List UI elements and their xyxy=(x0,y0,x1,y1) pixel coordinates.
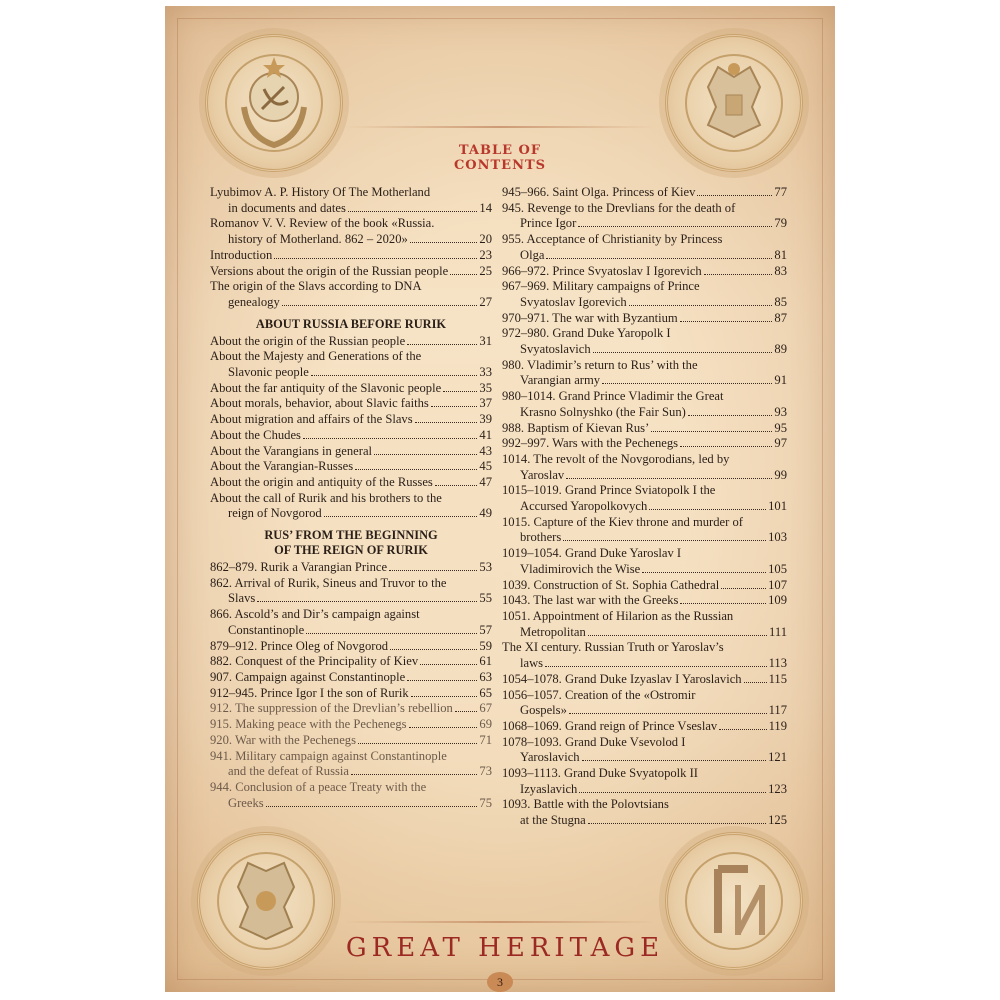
toc-entry xyxy=(502,436,787,452)
dot-leader xyxy=(582,760,767,761)
toc-entry-continuation xyxy=(502,656,787,672)
toc-entry-page: 87 xyxy=(774,310,787,325)
dot-leader xyxy=(744,682,767,683)
bottom-flourish xyxy=(345,921,655,923)
toc-entry-page: 119 xyxy=(768,718,787,733)
toc-entry-page: 81 xyxy=(774,247,787,262)
toc-entry-continuation xyxy=(210,201,492,217)
dot-leader xyxy=(719,729,766,730)
toc-entry xyxy=(502,515,787,546)
toc-entry xyxy=(502,232,787,263)
toc-entry-title-cont: reign of Novgorod xyxy=(228,506,322,521)
toc-entry xyxy=(502,279,787,310)
toc-entry xyxy=(210,701,492,717)
toc-entry-title: 944. Conclusion of a peace Treaty with the xyxy=(210,779,427,794)
toc-entry-title: 1019–1054. Grand Duke Yaroslav I xyxy=(502,546,682,561)
toc-entry-continuation xyxy=(210,365,492,381)
toc-entry xyxy=(210,279,492,310)
toc-entry-title: 912. The suppression of the Drevlian’s rebellion xyxy=(210,701,453,716)
toc-entry-continuation xyxy=(502,295,787,311)
toc-entry-page: 105 xyxy=(768,561,787,576)
toc-entry-title: 1014. The revolt of the Novgorodians, led by xyxy=(502,451,730,466)
section-heading: ABOUT RUSSIA BEFORE RURIK xyxy=(255,316,447,331)
toc-entry-page: 71 xyxy=(479,732,492,747)
toc-entry-title: Introduction xyxy=(210,247,273,262)
toc-entry-continuation xyxy=(502,703,787,719)
dot-leader xyxy=(282,305,478,306)
toc-entry xyxy=(502,264,787,280)
toc-entry-title-cont: Slavonic people xyxy=(228,365,309,380)
toc-entry-title-cont: laws xyxy=(520,656,544,671)
toc-entry-title: 907. Campaign against Constantinople xyxy=(210,669,406,684)
section-heading: RUS’ FROM THE BEGINNING OF THE REIGN OF RURIK xyxy=(264,528,438,558)
toc-entry-title: 941. Military campaign against Constantinople xyxy=(210,748,447,763)
dot-leader xyxy=(274,258,477,259)
toc-entry-title: 1078–1093. Grand Duke Vsevolod I xyxy=(502,734,686,749)
toc-entry-title-cont: Varangian army xyxy=(520,373,601,388)
toc-entry xyxy=(502,719,787,735)
dot-leader xyxy=(411,696,478,697)
dot-leader xyxy=(435,485,478,486)
toc-entry-title-cont: genealogy xyxy=(228,294,280,309)
toc-entry-page: 95 xyxy=(774,420,787,435)
toc-entry-title: 945. Revenge to the Drevlians for the death of xyxy=(502,200,736,215)
dot-leader xyxy=(355,469,477,470)
page-title: TABLE OF CONTENTS xyxy=(453,143,547,173)
toc-entry-continuation xyxy=(502,248,787,264)
dot-leader xyxy=(303,438,477,439)
toc-entry-continuation xyxy=(210,796,492,812)
toc-entry-title-cont: Vladimirovich the Wise xyxy=(520,561,641,576)
toc-entry-page: 79 xyxy=(774,216,787,231)
toc-entry-title-cont: Yaroslav xyxy=(520,467,565,482)
toc-entry-title: 882. Conquest of the Principality of Kiev xyxy=(210,654,419,669)
book-title-footer: GREAT HERITAGE xyxy=(345,933,665,963)
toc-entry-page: 85 xyxy=(774,294,787,309)
toc-entry-title-cont: Izyaslavich xyxy=(520,781,578,796)
toc-entry-title: About the far antiquity of the Slavonic people xyxy=(210,380,442,395)
toc-entry xyxy=(210,412,492,428)
dot-leader xyxy=(415,422,478,423)
toc-entry-page: 14 xyxy=(479,200,492,215)
toc-entry-title: The origin of the Slavs according to DNA xyxy=(210,279,422,294)
toc-entry-title-cont: Prince Igor xyxy=(520,216,577,231)
toc-entry-continuation xyxy=(502,405,787,421)
toc-entry-continuation xyxy=(502,782,787,798)
toc-entry xyxy=(502,185,787,201)
toc-entry-page: 33 xyxy=(479,365,492,380)
toc-entry xyxy=(502,311,787,327)
toc-entry-continuation xyxy=(502,750,787,766)
toc-entry-title: About the Varangian-Russes xyxy=(210,459,354,474)
dot-leader xyxy=(578,226,772,227)
toc-entry-title-cont: history of Motherland. 862 – 2020» xyxy=(228,232,408,247)
toc-entry-page: 109 xyxy=(768,593,787,608)
toc-entry xyxy=(502,672,787,688)
dot-leader xyxy=(407,344,477,345)
toc-entry-continuation xyxy=(210,295,492,311)
toc-entry-page: 113 xyxy=(768,656,787,671)
toc-entry-title-cont: Accursed Yaropolkovych xyxy=(520,499,648,514)
toc-entry-page: 83 xyxy=(774,263,787,278)
dot-leader xyxy=(680,321,773,322)
toc-entry xyxy=(502,578,787,594)
dot-leader xyxy=(651,431,772,432)
toc-entry xyxy=(502,593,787,609)
dot-leader xyxy=(374,454,477,455)
toc-entry-continuation xyxy=(210,232,492,248)
toc-entry-title: 920. War with the Pechenegs xyxy=(210,732,356,747)
toc-entry-page: 69 xyxy=(479,717,492,732)
toc-entry xyxy=(210,733,492,749)
toc-entry xyxy=(502,358,787,389)
toc-entry xyxy=(210,491,492,522)
toc-entry-continuation xyxy=(502,216,787,232)
dot-leader xyxy=(545,666,766,667)
dot-leader xyxy=(642,572,766,573)
toc-entry xyxy=(210,780,492,811)
toc-entry-title-cont: Svyatoslavich xyxy=(520,342,591,357)
toc-entry-title: 980–1014. Grand Prince Vladimir the Great xyxy=(502,389,724,404)
toc-entry xyxy=(210,749,492,780)
toc-entry xyxy=(502,326,787,357)
toc-entry-title: Versions about the origin of the Russian people xyxy=(210,263,449,278)
toc-entry xyxy=(210,607,492,638)
toc-entry-page: 73 xyxy=(479,764,492,779)
toc-entry-title: 988. Baptism of Kievan Rus’ xyxy=(502,420,650,435)
dot-leader xyxy=(680,446,772,447)
dot-leader xyxy=(351,774,477,775)
toc-entry xyxy=(210,334,492,350)
dot-leader xyxy=(450,274,477,275)
toc-entry-title: About the origin and antiquity of the Russes xyxy=(210,474,433,489)
toc-entry-page: 39 xyxy=(479,412,492,427)
toc-entry-page: 59 xyxy=(479,638,492,653)
toc-entry-page: 91 xyxy=(774,373,787,388)
dot-leader xyxy=(649,509,766,510)
toc-entry-page: 123 xyxy=(768,781,787,796)
toc-entry xyxy=(502,546,787,577)
toc-entry-continuation xyxy=(502,373,787,389)
toc-entry-title-cont: Metropolitan xyxy=(520,624,586,639)
toc-entry xyxy=(210,444,492,460)
toc-entry xyxy=(210,381,492,397)
toc-entry-title: 1093–1113. Grand Duke Svyatopolk II xyxy=(502,766,698,781)
dot-leader xyxy=(311,375,478,376)
dot-leader xyxy=(688,415,773,416)
toc-entry-title: 912–945. Prince Igor I the son of Rurik xyxy=(210,685,409,700)
dot-leader xyxy=(569,713,767,714)
dot-leader xyxy=(602,383,772,384)
toc-entry xyxy=(502,201,787,232)
toc-entry-title: 1093. Battle with the Polovtsians xyxy=(502,797,669,812)
toc-entry xyxy=(210,576,492,607)
toc-entry-page: 23 xyxy=(479,247,492,262)
toc-entry xyxy=(210,216,492,247)
toc-entry-continuation xyxy=(210,764,492,780)
book-page xyxy=(165,6,835,992)
soviet-emblem-icon xyxy=(205,34,343,172)
toc-entry-title: 966–972. Prince Svyatoslav I Igorevich xyxy=(502,263,702,278)
toc-entry-title: 1015–1019. Grand Prince Sviatopolk I the xyxy=(502,483,716,498)
toc-entry-title: 972–980. Grand Duke Yaropolk I xyxy=(502,326,671,341)
toc-entry-title: 1039. Construction of St. Sophia Cathedral xyxy=(502,577,720,592)
toc-entry xyxy=(502,452,787,483)
toc-entry-title: 1051. Appointment of Hilarion as the Russian xyxy=(502,608,734,623)
toc-entry-page: 107 xyxy=(768,577,787,592)
dot-leader xyxy=(579,792,766,793)
dot-leader xyxy=(324,516,478,517)
toc-entry-page: 75 xyxy=(479,795,492,810)
toc-entry-title: About the Varangians in general xyxy=(210,443,373,458)
dot-leader xyxy=(588,635,767,636)
toc-entry-continuation xyxy=(502,813,787,829)
toc-entry-page: 77 xyxy=(774,185,787,199)
toc-entry-page: 65 xyxy=(479,685,492,700)
dot-leader xyxy=(443,391,477,392)
toc-entry-title: 945–966. Saint Olga. Princess of Kiev xyxy=(502,185,696,199)
toc-entry xyxy=(502,483,787,514)
toc-entry-title-cont: Svyatoslav Igorevich xyxy=(520,294,627,309)
toc-entry-title: 1054–1078. Grand Duke Izyaslav I Yaroslavich xyxy=(502,671,742,686)
toc-entry-page: 25 xyxy=(479,263,492,278)
toc-entry-title-cont: Slavs xyxy=(228,591,256,606)
toc-entry-page: 43 xyxy=(479,443,492,458)
toc-entry xyxy=(502,640,787,671)
toc-entry-page: 99 xyxy=(774,467,787,482)
toc-entry-title: 967–969. Military campaigns of Prince xyxy=(502,279,700,294)
toc-entry-page: 61 xyxy=(479,654,492,669)
dot-leader xyxy=(257,601,477,602)
dot-leader xyxy=(563,540,766,541)
toc-entry xyxy=(502,389,787,420)
toc-entry-page: 89 xyxy=(774,342,787,357)
toc-entry-title: 915. Making peace with the Pechenegs xyxy=(210,717,407,732)
toc-entry xyxy=(210,428,492,444)
page-number: 3 xyxy=(487,972,513,992)
dot-leader xyxy=(546,258,772,259)
dot-leader xyxy=(410,242,478,243)
toc-entry-page: 53 xyxy=(479,560,492,575)
dot-leader xyxy=(348,211,478,212)
toc-entry-title: 1043. The last war with the Greeks xyxy=(502,593,679,608)
toc-entry xyxy=(502,797,787,828)
toc-entry-title-cont: at the Stugna xyxy=(520,813,586,828)
double-headed-eagle-icon xyxy=(665,34,803,172)
toc-entry-page: 103 xyxy=(768,530,787,545)
toc-entry-title-cont: brothers xyxy=(520,530,562,545)
toc-entry-title: 992–997. Wars with the Pechenegs xyxy=(502,436,679,451)
toc-entry-title: Lyubimov A. P. History Of The Motherland xyxy=(210,185,431,199)
toc-entry-page: 97 xyxy=(774,436,787,451)
toc-entry-continuation xyxy=(210,506,492,522)
toc-entry xyxy=(210,560,492,576)
dot-leader xyxy=(431,406,478,407)
dot-leader xyxy=(680,603,766,604)
toc-entry xyxy=(210,686,492,702)
toc-entry-page: 111 xyxy=(769,624,787,639)
toc-entry xyxy=(210,475,492,491)
toc-entry-title: 970–971. The war with Byzantium xyxy=(502,310,678,325)
dot-leader xyxy=(407,680,477,681)
toc-entry-page: 125 xyxy=(768,813,787,828)
toc-entry-title-cont: Krasno Solnyshko (the Fair Sun) xyxy=(520,404,686,419)
top-flourish xyxy=(345,126,655,128)
dot-leader xyxy=(266,806,478,807)
toc-entry-page: 117 xyxy=(768,703,787,718)
toc-entry xyxy=(502,609,787,640)
toc-entry xyxy=(210,248,492,264)
dot-leader xyxy=(588,823,766,824)
toc-entry-continuation xyxy=(210,623,492,639)
toc-entry-continuation xyxy=(502,625,787,641)
toc-entry-page: 55 xyxy=(479,591,492,606)
dot-leader xyxy=(455,711,478,712)
toc-entry xyxy=(210,654,492,670)
toc-entry xyxy=(502,421,787,437)
toc-entry-page: 49 xyxy=(479,506,492,521)
dot-leader xyxy=(409,727,478,728)
dot-leader xyxy=(389,570,477,571)
toc-entry-page: 93 xyxy=(774,404,787,419)
toc-entry-title: 1068–1069. Grand reign of Prince Vseslav xyxy=(502,718,718,733)
toc-entry-page: 115 xyxy=(768,671,787,686)
toc-entry-page: 47 xyxy=(479,474,492,489)
toc-entry-page: 27 xyxy=(479,294,492,309)
toc-entry-title: 866. Ascold’s and Dir’s campaign against xyxy=(210,607,420,622)
dot-leader xyxy=(721,588,766,589)
toc-entry-title: 879–912. Prince Oleg of Novgorod xyxy=(210,638,389,653)
toc-entry xyxy=(210,349,492,380)
toc-right-column xyxy=(502,185,787,829)
dot-leader xyxy=(697,195,772,196)
toc-entry-title: About migration and affairs of the Slavs xyxy=(210,412,413,427)
toc-entry-page: 20 xyxy=(479,232,492,247)
toc-entry-page: 45 xyxy=(479,459,492,474)
toc-entry-page: 31 xyxy=(479,333,492,348)
toc-entry-page: 35 xyxy=(479,380,492,395)
toc-entry-title-cont: Olga xyxy=(520,247,545,262)
toc-entry xyxy=(210,185,492,216)
toc-entry-page: 57 xyxy=(479,622,492,637)
dot-leader xyxy=(306,633,477,634)
toc-entry xyxy=(502,688,787,719)
dot-leader xyxy=(420,664,477,665)
dot-leader xyxy=(390,649,477,650)
dot-leader xyxy=(358,743,477,744)
toc-entry xyxy=(502,735,787,766)
dot-leader xyxy=(704,274,773,275)
toc-entry-title: Romanov V. V. Review of the book «Russia. xyxy=(210,216,435,231)
gi-monogram-icon xyxy=(665,832,803,970)
toc-entry-page: 101 xyxy=(768,499,787,514)
toc-entry-continuation xyxy=(502,468,787,484)
toc-entry-title: 862–879. Rurik a Varangian Prince xyxy=(210,560,388,575)
toc-entry-page: 121 xyxy=(768,750,787,765)
toc-entry-title: 862. Arrival of Rurik, Sineus and Truvor to the xyxy=(210,575,447,590)
toc-entry-title-cont: and the defeat of Russia xyxy=(228,764,349,779)
toc-entry-title: About the Majesty and Generations of the xyxy=(210,349,422,364)
toc-entry-page: 67 xyxy=(479,701,492,716)
dot-leader xyxy=(593,352,773,353)
imperial-coat-of-arms-icon xyxy=(197,832,335,970)
toc-entry xyxy=(210,717,492,733)
toc-entry-title-cont: Constantinople xyxy=(228,622,305,637)
toc-entry-continuation xyxy=(502,499,787,515)
toc-entry xyxy=(502,766,787,797)
toc-entry-title: About morals, behavior, about Slavic faiths xyxy=(210,396,429,411)
toc-entry-title: About the Chudes xyxy=(210,427,301,442)
toc-entry xyxy=(210,459,492,475)
toc-entry-page: 41 xyxy=(479,427,492,442)
toc-entry xyxy=(210,670,492,686)
toc-entry-continuation xyxy=(502,342,787,358)
toc-entry-title-cont: Yaroslavich xyxy=(520,750,580,765)
dot-leader xyxy=(629,305,773,306)
toc-entry-title: 980. Vladimir’s return to Rus’ with the xyxy=(502,357,698,372)
toc-entry-title: 1015. Capture of the Kiev throne and murder of xyxy=(502,514,743,529)
dot-leader xyxy=(566,478,772,479)
toc-entry-title: 1056–1057. Creation of the «Ostromir xyxy=(502,687,696,702)
toc-entry xyxy=(210,639,492,655)
toc-entry-page: 37 xyxy=(479,396,492,411)
toc-entry-title: About the call of Rurik and his brothers to the xyxy=(210,490,442,505)
toc-left-column xyxy=(210,185,492,811)
toc-entry xyxy=(210,264,492,280)
toc-entry-page: 63 xyxy=(479,669,492,684)
toc-entry-title-cont: Greeks xyxy=(228,795,264,810)
toc-entry-title: The XI century. Russian Truth or Yaroslav’s xyxy=(502,640,724,655)
toc-entry-title-cont: Gospels» xyxy=(520,703,567,718)
toc-entry-title-cont: in documents and dates xyxy=(228,200,346,215)
toc-entry-continuation xyxy=(502,562,787,578)
toc-entry-continuation xyxy=(502,530,787,546)
toc-entry-title: 955. Acceptance of Christianity by Princess xyxy=(502,232,723,247)
toc-entry-continuation xyxy=(210,591,492,607)
toc-entry-title: About the origin of the Russian people xyxy=(210,333,406,348)
toc-entry xyxy=(210,396,492,412)
